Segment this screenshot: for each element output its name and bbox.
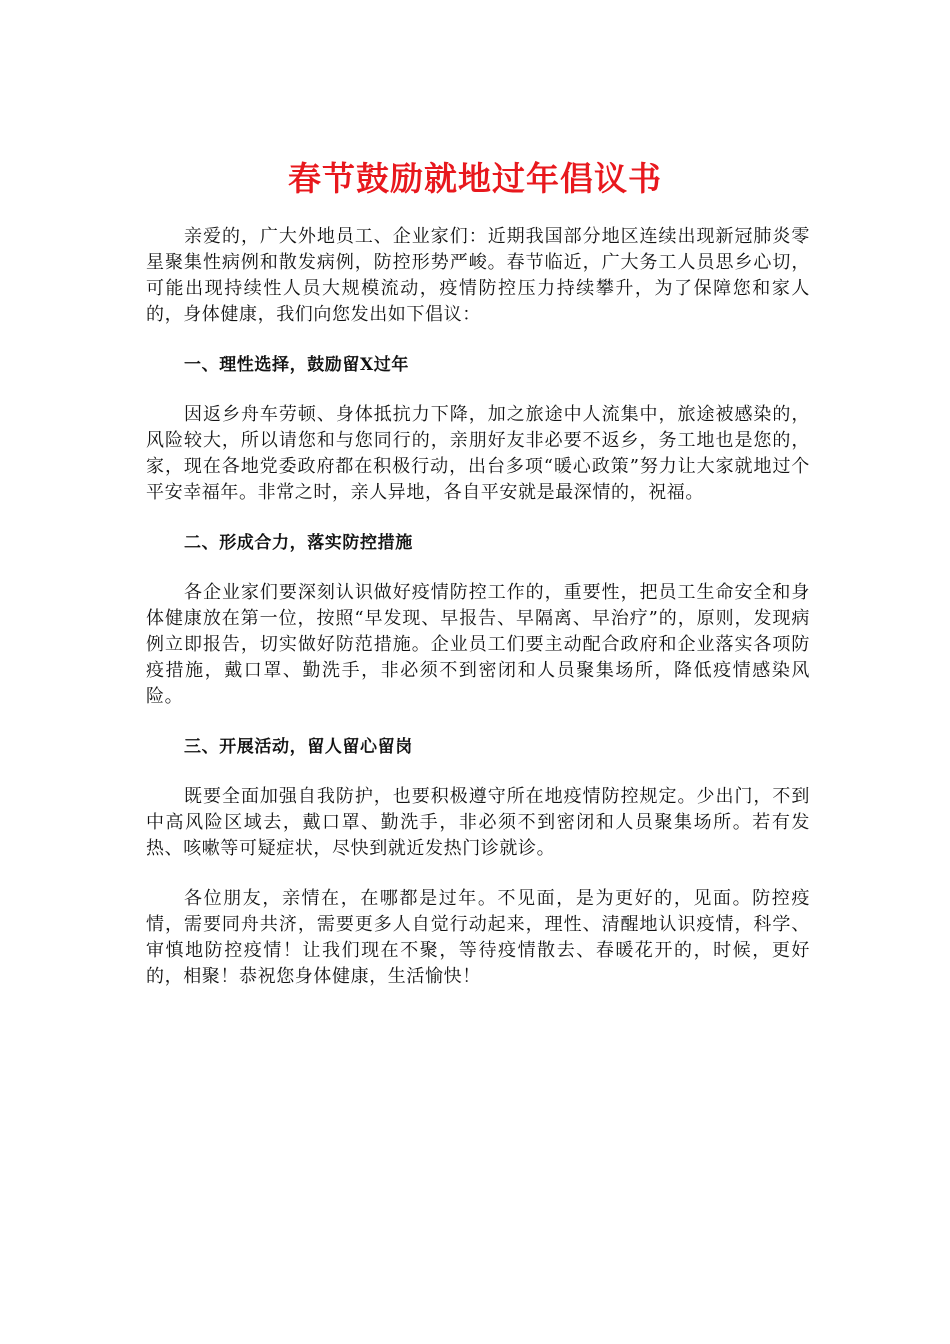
closing-paragraph: 各位朋友，亲情在，在哪都是过年。不见面，是为更好的，见面。防控疫情，需要同舟共济，需要更多人自觉行动起来，理性、清醒地认识疫情，科学、审慎地防控疫情！让我们现在不聚，等待疫情散去、春暖花开的，时候，更好的，相聚！恭祝您身体健康，生活愉快！ — [146, 888, 810, 987]
section-paragraph-2: 各企业家们要深刻认识做好疫情防控工作的，重要性，把员工生命安全和身体健康放在第一位，按照“早发现、早报告、早隔离、早治疗”的，原则，发现病例立即报告，切实做好防范措施。企业员工们要主动配合政府和企业落实各项防疫措施，戴口罩、勤洗手，非必须不到密闭和人员聚集场所，降低疫情感染风险。 — [146, 582, 810, 707]
section-heading-1: 一、理性选择，鼓励留X过年 — [184, 355, 409, 375]
intro-paragraph: 亲爱的，广大外地员工、企业家们：近期我国部分地区连续出现新冠肺炎零星聚集性病例和散发病例，防控形势严峻。春节临近，广大务工人员思乡心切，可能出现持续性人员大规模流动，疫情防控压力持续攀升，为了保障您和家人的，身体健康，我们向您发出如下倡议： — [146, 226, 810, 325]
document-body — [146, 224, 810, 990]
section-paragraph-3: 既要全面加强自我防护，也要积极遵守所在地疫情防控规定。少出门，不到中高风险区域去，戴口罩、勤洗手，非必须不到密闭和人员聚集场所。若有发热、咳嗽等可疑症状，尽快到就近发热门诊就诊。 — [146, 786, 810, 859]
document-title: 春节鼓励就地过年倡议书 — [288, 159, 662, 198]
section-heading-2: 二、形成合力，落实防控措施 — [184, 533, 413, 553]
section-paragraph-1: 因返乡舟车劳顿、身体抵抗力下降，加之旅途中人流集中，旅途被感染的，风险较大，所以请您和与您同行的，亲朋好友非必要不返乡，务工地也是您的，家，现在各地党委政府都在积极行动，出台多项“暖心政策”努力让大家就地过个平安幸福年。非常之时，亲人异地，各自平安就是最深情的，祝福。 — [146, 404, 810, 503]
section-heading-3: 三、开展活动，留人留心留岗 — [184, 737, 413, 757]
